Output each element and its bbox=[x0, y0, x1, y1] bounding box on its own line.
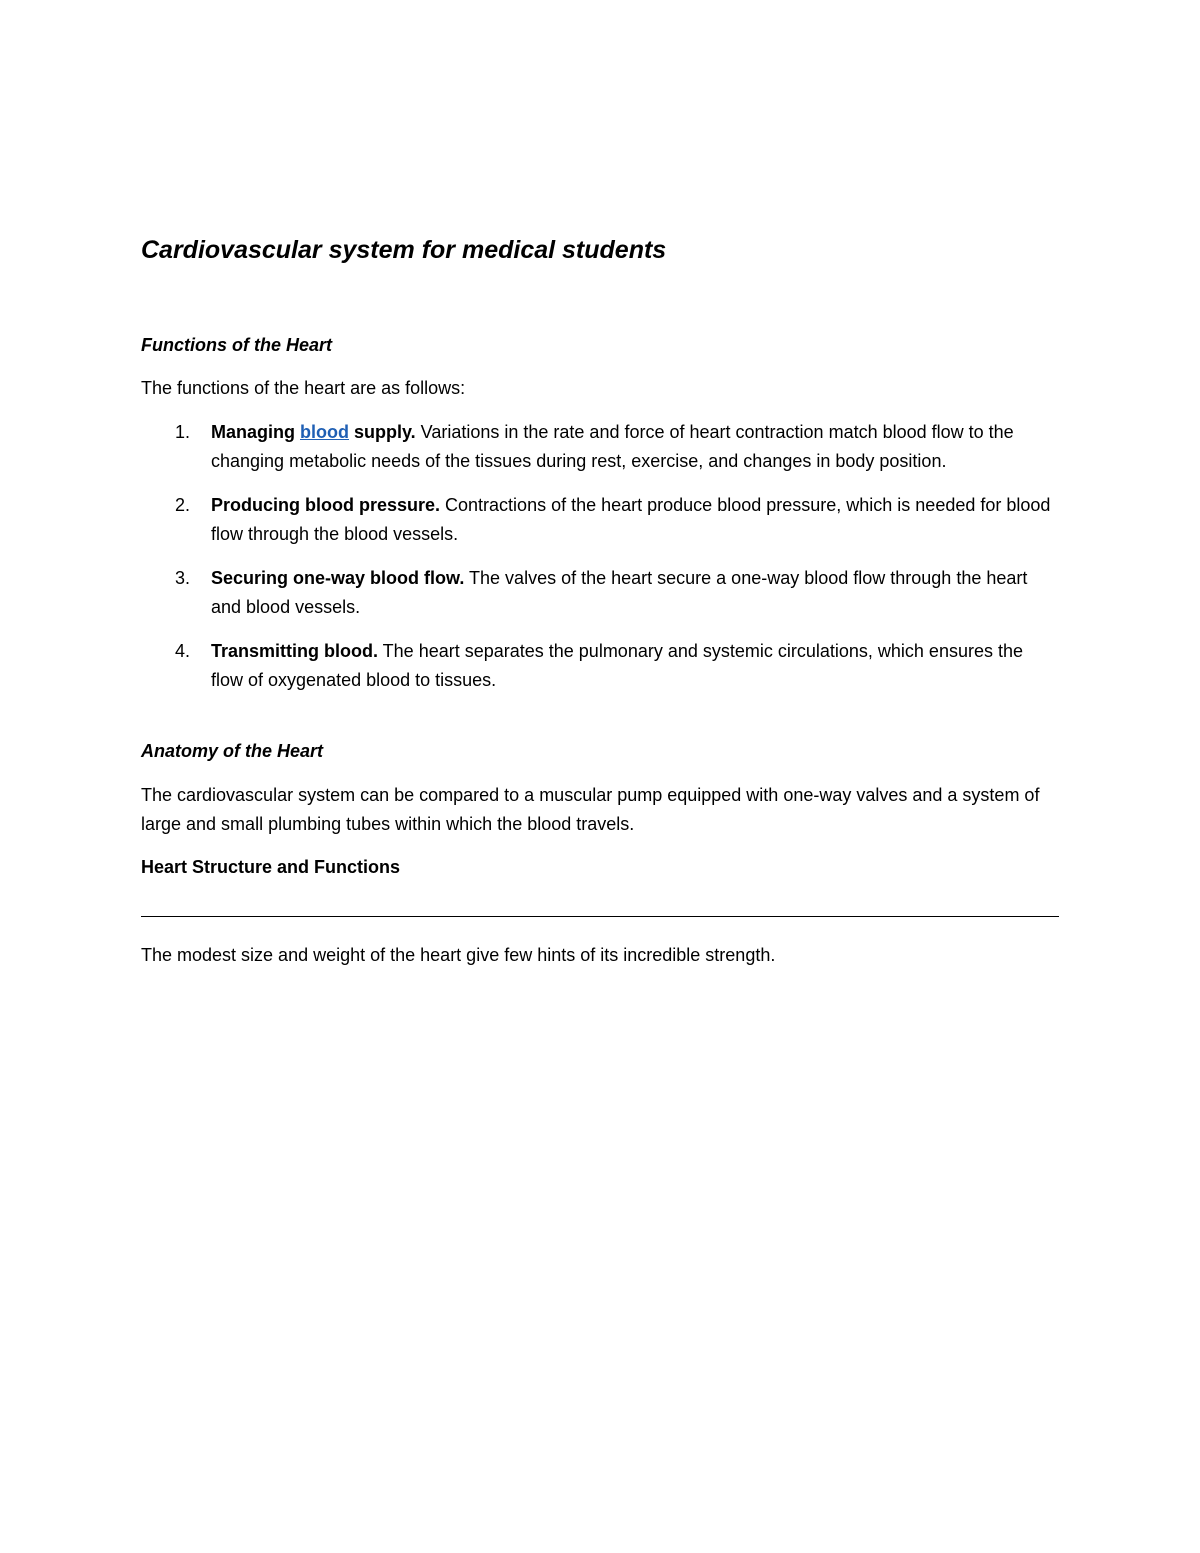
list-item-text: Contractions of the heart produce blood pressure, which is needed for blood flow through the blood vessels. bbox=[211, 495, 1051, 544]
list-item-number: 3. bbox=[175, 568, 191, 588]
list-item-text: Variations in the rate and force of heart contraction match blood flow to the changing metabolic needs of the tissues during rest, exercise, and changes in body position. bbox=[211, 422, 1014, 471]
list-item-bold-lead: Transmitting blood. bbox=[211, 641, 378, 661]
structure-paragraph: The modest size and weight of the heart give few hints of its incredible strength. bbox=[141, 945, 776, 965]
list-item-bold-lead: Securing one-way blood flow. bbox=[211, 568, 465, 588]
list-item-number: 2. bbox=[175, 495, 191, 515]
document-title: Cardiovascular system for medical students bbox=[141, 236, 667, 264]
list-item-number: 4. bbox=[175, 641, 191, 661]
section-heading-functions: Functions of the Heart bbox=[141, 335, 333, 355]
list-item bbox=[141, 564, 1059, 621]
list-item-bold-lead: Producing blood pressure. bbox=[211, 495, 441, 515]
list-item-bold-lead: Managing bbox=[211, 422, 300, 442]
list-item-text: The heart separates the pulmonary and systemic circulations, which ensures the flow of oxygenated blood to tissues. bbox=[211, 641, 1023, 690]
list-item bbox=[141, 491, 1059, 548]
functions-intro: The functions of the heart are as follows: bbox=[141, 378, 466, 398]
horizontal-rule bbox=[141, 916, 1059, 917]
list-item-text: The valves of the heart secure a one-way blood flow through the heart and blood vessels. bbox=[211, 568, 1028, 617]
section-heading-anatomy: Anatomy of the Heart bbox=[141, 741, 324, 761]
anatomy-paragraph: The cardiovascular system can be compared to a muscular pump equipped with one-way valves and a system of large and small plumbing tubes within which the blood travels. bbox=[141, 785, 1040, 834]
section-heading-structure: Heart Structure and Functions bbox=[141, 857, 401, 877]
functions-list bbox=[141, 418, 1059, 710]
blood-link[interactable]: blood bbox=[300, 422, 349, 442]
list-item-number: 1. bbox=[175, 422, 191, 442]
list-item bbox=[141, 637, 1059, 694]
list-item bbox=[141, 418, 1059, 475]
list-item-bold-tail: supply. bbox=[348, 422, 416, 442]
